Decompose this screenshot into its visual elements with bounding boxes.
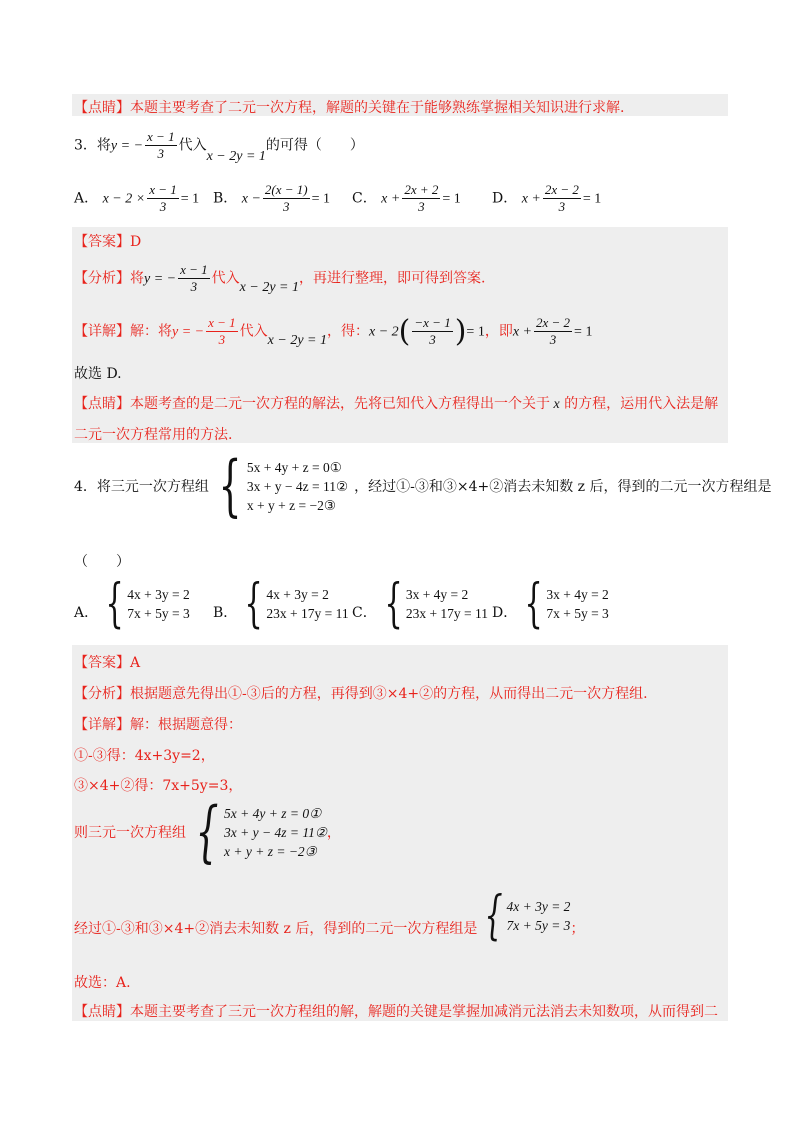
- detail-text: 解：将: [130, 323, 172, 340]
- q3-option-b[interactable]: [213, 182, 330, 215]
- q4-option-a[interactable]: [74, 574, 190, 634]
- q4-choose: 故选：A.: [74, 975, 131, 991]
- q4-then: [74, 793, 341, 870]
- option-rhs: = 1: [442, 191, 461, 207]
- system-eq-3: x + y + z = −2③: [246, 497, 336, 513]
- system-eq-1: 5x + 4y + z = 0①: [246, 459, 342, 475]
- q4-via: [74, 886, 585, 946]
- option-fraction: $\frac{2(x - 1)}{3}$: [264, 182, 308, 214]
- q3-text-2: 代入: [178, 137, 207, 154]
- q4-step-2: ③×4+②得：7x+5y=3，: [74, 778, 243, 794]
- q4-paren: （ ）: [74, 554, 130, 570]
- q4-detail: [74, 714, 242, 734]
- analysis-text: 将: [130, 270, 144, 287]
- detail-text-4: ，即: [484, 323, 513, 340]
- via-end: ；: [570, 921, 585, 937]
- option-fraction: $\frac{x - 1}{3}$: [149, 182, 177, 214]
- q4-system: [209, 447, 349, 524]
- system-eq-2: 3x + y − 4z = 11②: [246, 478, 349, 494]
- brace-icon: {: [244, 574, 263, 634]
- point-text: 本题主要考查了三元一次方程组的解，解题的关键是掌握加减消元法消去未知数项，从而得到二: [130, 1004, 718, 1020]
- detail-tag: 【详解】: [74, 717, 130, 733]
- q4-option-c[interactable]: [352, 574, 489, 634]
- detail-math-2-fraction: $\frac{2x - 2}{3}$: [536, 315, 571, 347]
- q3-number: 3．: [74, 137, 97, 154]
- q3-option-c[interactable]: [352, 182, 461, 215]
- paren-open: (: [398, 314, 411, 349]
- answer-value: D: [130, 234, 142, 250]
- analysis-text: 根据题意先得出①-③后的方程，再得到③×4+②的方程，从而得出二元一次方程组.: [130, 686, 648, 702]
- option-label: C．: [352, 190, 377, 207]
- option-label: A．: [74, 190, 99, 207]
- option-system: { 3x + 4y = 2 7x + 5y = 3: [524, 574, 609, 634]
- point-tag: 【点睛】: [74, 396, 130, 412]
- answer-tag: 【答案】: [74, 234, 130, 250]
- point-text: 本题主要考查了二元一次方程，解题的关键在于能够熟练掌握相关知识进行求解.: [130, 100, 625, 116]
- q3-equation: x − 2y = 1: [206, 148, 266, 164]
- analysis-lhs: y = −: [144, 271, 177, 287]
- q3-answer: [74, 231, 141, 251]
- analysis-tag: 【分析】: [74, 270, 130, 287]
- via-system: [477, 886, 571, 946]
- option-system: { 4x + 3y = 2 7x + 5y = 3: [105, 574, 190, 634]
- then-comma: ，: [326, 825, 341, 841]
- detail-math-2: x +: [512, 324, 532, 340]
- q3-option-d[interactable]: [492, 182, 601, 215]
- system-eq-2: 3x + y − 4z = 11②: [224, 824, 327, 840]
- analysis-text-3: ，再进行整理，即可得到答案.: [298, 270, 486, 287]
- detail-equation: x − 2y = 1: [267, 332, 327, 348]
- q4-option-b[interactable]: [213, 574, 349, 634]
- answer-tag: 【答案】: [74, 655, 130, 671]
- option-expr: x − 2 ×: [102, 191, 146, 207]
- q3-point-line2: 二元一次方程常用的方法.: [74, 427, 233, 443]
- brace-icon: {: [384, 574, 403, 634]
- q3-stem: [74, 129, 364, 162]
- system-eq-1: 4x + 3y = 2: [506, 899, 571, 914]
- then-text: 则三元一次方程组: [74, 825, 186, 841]
- detail-tag: 【详解】: [74, 323, 130, 340]
- q4-point: [74, 1001, 718, 1021]
- option-label: B．: [213, 605, 238, 621]
- detail-math-2-rhs: = 1: [574, 324, 593, 340]
- prev-point-line: [74, 97, 624, 117]
- point-tag: 【点睛】: [74, 1004, 130, 1020]
- q3-option-a[interactable]: [74, 182, 199, 215]
- brace-icon: {: [484, 886, 504, 946]
- q3-text: 将: [96, 137, 111, 154]
- q4-number: 4．: [74, 479, 97, 495]
- point-text: 本题考查的是二元一次方程的解法，先将已知代入方程得出一个关于: [130, 396, 550, 412]
- analysis-equation: x − 2y = 1: [239, 279, 299, 295]
- q4-analysis: [74, 683, 648, 703]
- q3-sub-fraction: $\frac{x - 1}{3}$: [147, 129, 175, 161]
- detail-math-1: x − 2: [368, 324, 399, 340]
- q4-option-d[interactable]: [492, 574, 609, 634]
- option-rhs: = 1: [180, 191, 200, 207]
- brace-icon: {: [105, 574, 124, 634]
- option-label: C．: [352, 605, 377, 621]
- via-text: 经过①-③和③×4+②消去未知数 z 后，得到的二元一次方程组是: [74, 921, 478, 937]
- option-rhs: = 1: [582, 191, 602, 207]
- option-label: D．: [492, 190, 518, 207]
- q3-sub-lhs: y = −: [110, 138, 144, 154]
- detail-text-2: 代入: [239, 323, 268, 340]
- option-expr: x −: [241, 191, 261, 207]
- option-expr: x +: [381, 191, 401, 207]
- q4-stem: [74, 447, 772, 524]
- option-system: { 4x + 3y = 2 23x + 17y = 11: [244, 574, 349, 634]
- detail-text: 解：根据题意得：: [130, 717, 242, 733]
- detail-math-1-rhs: = 1: [466, 324, 485, 340]
- option-fraction: $\frac{2x - 2}{3}$: [544, 182, 579, 214]
- option-label: B．: [213, 190, 238, 207]
- detail-text-3: ，得：: [326, 323, 369, 340]
- option-fraction: $\frac{2x + 2}{3}$: [404, 182, 439, 214]
- q4-text: 将三元一次方程组: [96, 479, 209, 495]
- brace-icon: {: [218, 447, 242, 524]
- detail-fraction: $\frac{x - 1}{3}$: [208, 315, 236, 347]
- option-system: { 3x + 4y = 2 23x + 17y = 11: [384, 574, 489, 634]
- q4-text-2: ，经过①-③和③×4+②消去未知数 z 后，得到的二元一次方程组是: [354, 479, 772, 495]
- brace-icon: {: [524, 574, 543, 634]
- q3-analysis: [74, 262, 485, 295]
- point-text-2: 的方程，运用代入法是解: [564, 396, 719, 412]
- q4-answer: [74, 652, 140, 672]
- detail-math-1-fraction: $\frac{-x - 1}{3}$: [414, 315, 451, 347]
- system-eq-3: x + y + z = −2③: [224, 843, 317, 859]
- analysis-fraction: $\frac{x - 1}{3}$: [180, 262, 208, 294]
- point-tag: 【点睛】: [74, 100, 130, 116]
- q3-choose: 故选 D.: [74, 366, 122, 382]
- q3-point: [74, 393, 718, 413]
- brace-icon: {: [195, 793, 219, 870]
- option-label: D．: [492, 605, 518, 621]
- option-expr: x +: [521, 191, 541, 207]
- detail-lhs: y = −: [172, 324, 205, 340]
- option-rhs: = 1: [311, 191, 331, 207]
- option-label: A．: [74, 605, 99, 621]
- q3-text-3: 的可得（ ）: [265, 137, 364, 154]
- analysis-text-2: 代入: [211, 270, 240, 287]
- q3-detail: [74, 314, 592, 349]
- system-eq-2: 7x + 5y = 3: [506, 918, 571, 933]
- system-eq-1: 5x + 4y + z = 0①: [224, 805, 322, 821]
- q4-step-1: ①-③得：4x+3y=2，: [74, 748, 215, 764]
- analysis-tag: 【分析】: [74, 686, 130, 702]
- point-variable: x: [553, 397, 560, 412]
- paren-close: ): [454, 314, 467, 349]
- then-system: [186, 793, 327, 870]
- answer-value: A: [130, 655, 141, 671]
